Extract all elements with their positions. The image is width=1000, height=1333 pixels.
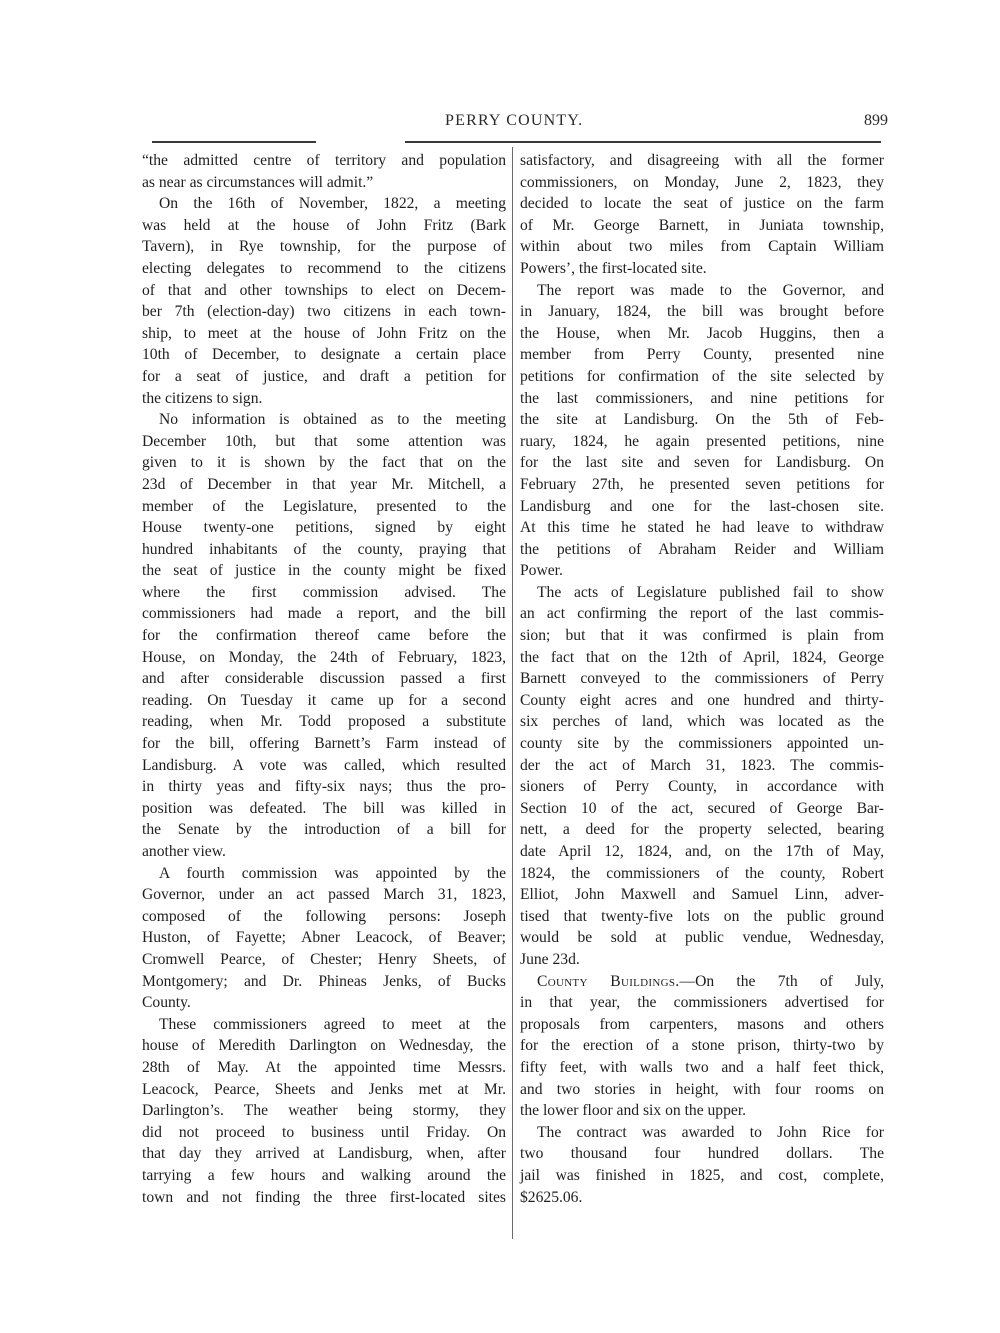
text-line: member from Perry County, presented nine	[520, 346, 884, 364]
text-line: Cromwell Pearce, of Chester; Henry Sheets, of	[142, 950, 506, 968]
text-line: The contract was awarded to John Rice for	[537, 1123, 884, 1141]
paragraph	[142, 150, 506, 193]
text-line: would be sold at public vendue, Wednesday,	[520, 929, 884, 947]
text-line: House twenty-one petitions, signed by eight	[142, 519, 506, 537]
text-line: These commissioners agreed to meet at the	[159, 1015, 506, 1033]
text-line: sioners of Perry County, in accordance with	[520, 778, 884, 796]
text-line: Leacock, Pearce, Sheets and Jenks met at Mr.	[142, 1080, 506, 1098]
text-line: for the confirmation thereof came before the	[142, 627, 506, 645]
text-line: der the act of March 31, 1823. The commis-	[520, 756, 884, 774]
text-line: the site at Landisburg. On the 5th of Feb-	[520, 411, 884, 429]
text-line: where the first commission advised. The	[142, 583, 506, 601]
text-line: At this time he stated he had leave to withdraw	[520, 519, 884, 537]
text-line: Huston, of Fayette; Abner Leacock, of Beaver;	[142, 929, 506, 947]
text-line: the petitions of Abraham Reider and William	[520, 540, 884, 558]
text-line: jail was finished in 1825, and cost, complete,	[520, 1166, 884, 1184]
text-line: “the admitted centre of territory and population	[142, 152, 506, 169]
text-line: The report was made to the Governor, and	[537, 281, 884, 299]
text-line: 23d of December in that year Mr. Mitchell, a	[142, 475, 506, 493]
text-line: that day they arrived at Landisburg, when, after	[142, 1145, 506, 1163]
text-line: an act confirming the report of the last commis-	[520, 605, 884, 623]
text-line: reading, when Mr. Todd proposed a substitute	[142, 713, 506, 731]
running-title: PERRY COUNTY.	[445, 112, 584, 129]
text-line: the Senate by the introduction of a bill for	[142, 821, 506, 839]
text-line: County eight acres and one hundred and thirty-	[520, 691, 884, 709]
text-line: the last commissioners, and nine petitions for	[520, 389, 884, 407]
text-line: in that year, the commissioners advertised for	[520, 994, 884, 1012]
text-line: of that and other townships to elect on Decem-	[142, 281, 506, 299]
text-line: decided to locate the seat of justice on the farm	[520, 195, 884, 213]
running-head	[140, 112, 888, 132]
header-rule-left	[152, 141, 316, 143]
text-line: Darlington’s. The weather being stormy, they	[142, 1102, 506, 1120]
right-column	[520, 150, 884, 1208]
paragraph-county-buildings	[520, 971, 884, 1122]
text-line: the citizens to sign.	[142, 389, 263, 407]
text-line: Landisburg and one for the last-chosen site.	[520, 497, 884, 515]
text-line: in thirty yeas and fifty-six nays; thus the pro-	[142, 778, 506, 796]
header-rule-right	[405, 141, 881, 143]
text-line: 10th of December, to designate a certain place	[142, 346, 506, 364]
paragraph	[142, 193, 506, 409]
text-line: tised that twenty-five lots on the public ground	[520, 907, 884, 925]
text-line: $2625.06.	[520, 1188, 583, 1206]
text-line: December 10th, but that some attention was	[142, 432, 506, 450]
text-line: satisfactory, and disagreeing with all the former	[520, 152, 884, 169]
text-line: was held at the house of John Fritz (Bark	[142, 216, 506, 234]
text-line: the lower floor and six on the upper.	[520, 1102, 747, 1120]
text-line: House, on Monday, the 24th of February, 1823,	[142, 648, 506, 666]
text-line: for the bill, offering Barnett’s Farm instead of	[142, 735, 506, 753]
text-line: Elliot, John Maxwell and Samuel Linn, adver-	[520, 886, 884, 904]
text-line: tarrying a few hours and walking around the	[142, 1166, 506, 1184]
text-line: nett, a deed for the property selected, bearing	[520, 821, 884, 839]
text-line: County.	[142, 994, 191, 1012]
paragraph	[142, 1014, 506, 1208]
text-line: No information is obtained as to the meeting	[159, 411, 506, 429]
text-line: given to it is shown by the fact that on the	[142, 454, 506, 472]
text-line: house of Meredith Darlington on Wednesday, the	[142, 1037, 506, 1055]
text-line: commissioners, on Monday, June 2, 1823, they	[520, 173, 884, 191]
text-line: of Mr. George Barnett, in Juniata township,	[520, 216, 884, 234]
text-line: 1824, the commissioners of the county, Robert	[520, 864, 884, 882]
text-line: for the erection of a stone prison, thirty-two by	[520, 1037, 884, 1055]
text-line: Governor, under an act passed March 31, 1823,	[142, 886, 506, 904]
text-line: Section 10 of the act, secured of George Bar-	[520, 799, 884, 817]
text-line: and two stories in height, with four rooms on	[520, 1080, 884, 1098]
text-line: ber 7th (election-day) two citizens in each town-	[142, 303, 506, 321]
text-line: commissioners had made a report, and the bill	[142, 605, 506, 623]
text-line: the fact that on the 12th of April, 1824, George	[520, 648, 884, 666]
text-run: —On the 7th of July,	[679, 972, 885, 990]
text-line: Powers’, the first-located site.	[520, 259, 707, 277]
left-column	[142, 150, 506, 1208]
text-line: sion; but that it was confirmed is plain from	[520, 627, 884, 645]
text-line: ruary, 1824, he again presented petitions, nine	[520, 432, 884, 450]
text-line: reading. On Tuesday it came up for a second	[142, 691, 506, 709]
text-line: did not proceed to business until Friday. On	[142, 1123, 506, 1141]
text-line: within about two miles from Captain William	[520, 238, 884, 256]
text-line: as near as circumstances will admit.”	[142, 173, 374, 191]
page-number: 899	[864, 112, 888, 129]
text-line: ship, to meet at the house of John Fritz on the	[142, 324, 506, 342]
paragraph	[142, 409, 506, 862]
section-heading: County Buildings.	[537, 972, 680, 990]
text-line: Power.	[520, 562, 563, 580]
text-line	[520, 971, 884, 993]
text-line: fifty feet, with walls two and a half feet thick,	[520, 1058, 884, 1076]
text-line: On the 16th of November, 1822, a meeting	[159, 195, 506, 213]
text-line: and after considerable discussion passed a first	[142, 670, 506, 688]
text-line: electing delegates to recommend to the citizens	[142, 259, 506, 277]
text-line: the House, when Mr. Jacob Huggins, then a	[520, 324, 884, 342]
text-line: petitions for confirmation of the site selected by	[520, 367, 884, 385]
text-line: date April 12, 1824, and, on the 17th of May,	[520, 843, 884, 860]
text-line: A fourth commission was appointed by the	[159, 864, 506, 882]
text-line: Tavern), in Rye township, for the purpose of	[142, 238, 506, 256]
column-divider	[512, 147, 513, 1239]
text-line: in January, 1824, the bill was brought before	[520, 303, 884, 321]
text-line: town and not finding the three first-located sites	[142, 1188, 506, 1206]
text-line: county site by the commissioners appointed un-	[520, 735, 884, 753]
text-line: for a seat of justice, and draft a petition for	[142, 367, 506, 385]
text-line: for the last site and seven for Landisburg. On	[520, 454, 884, 472]
paragraph	[520, 1122, 884, 1208]
text-line: member of the Legislature, presented to the	[142, 497, 506, 515]
text-line: June 23d.	[520, 950, 580, 968]
text-line: position was defeated. The bill was killed in	[142, 799, 506, 817]
paragraph	[142, 863, 506, 1014]
text-line: proposals from carpenters, masons and others	[520, 1015, 884, 1033]
text-line: The acts of Legislature published fail to show	[537, 583, 884, 601]
paragraph	[520, 150, 884, 280]
text-line: hundred inhabitants of the county, praying that	[142, 540, 506, 558]
text-line: February 27th, he presented seven petitions for	[520, 475, 884, 493]
text-line: Barnett conveyed to the commissioners of Perry	[520, 670, 884, 688]
text-line: another view.	[142, 843, 226, 860]
paragraph	[520, 582, 884, 971]
text-line: six perches of land, which was located as the	[520, 713, 884, 731]
text-line: composed of the following persons: Joseph	[142, 907, 506, 925]
text-line: the seat of justice in the county might be fixed	[142, 562, 506, 580]
text-line: two thousand four hundred dollars. The	[520, 1145, 884, 1163]
text-line: Montgomery; and Dr. Phineas Jenks, of Bucks	[142, 972, 506, 990]
text-line: Landisburg. A vote was called, which resulted	[142, 756, 506, 774]
text-line: 28th of May. At the appointed time Messrs.	[142, 1058, 506, 1076]
paragraph	[520, 280, 884, 582]
